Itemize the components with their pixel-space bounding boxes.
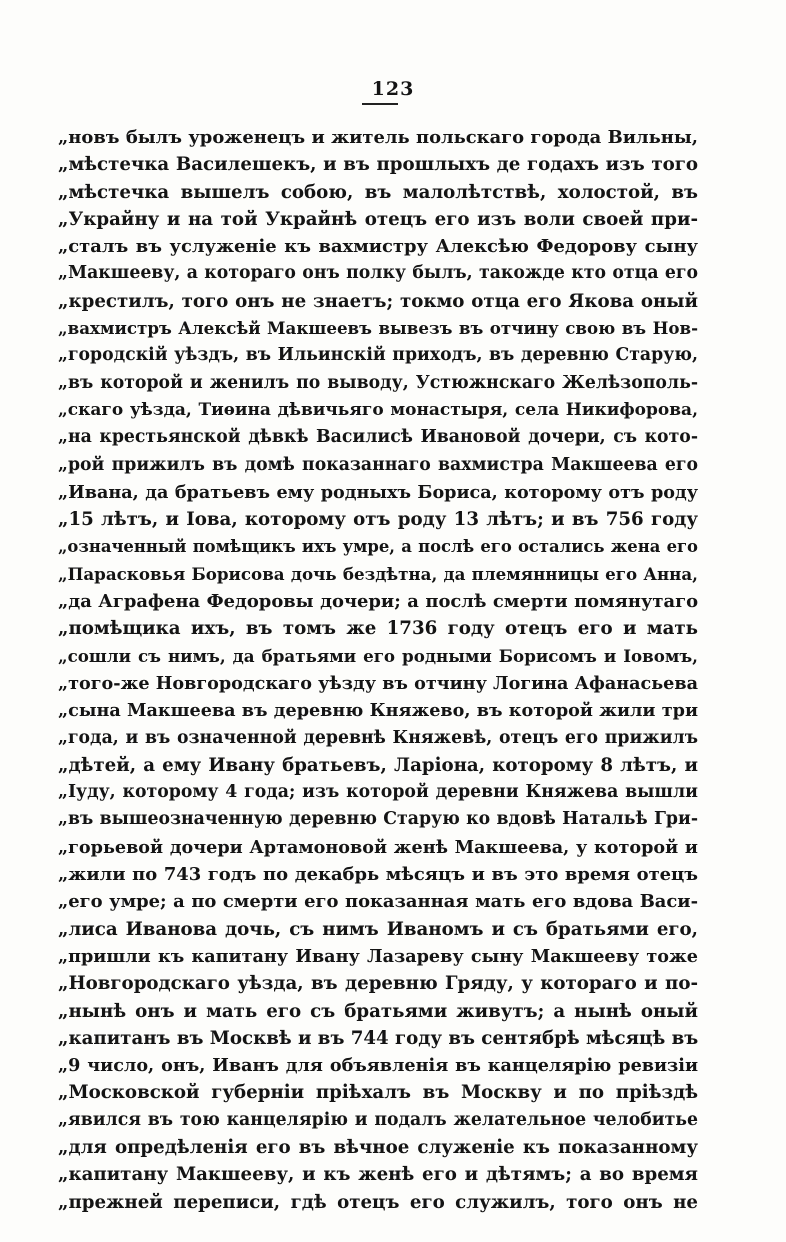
text-line: „мѣстечка вышелъ собою, въ малолѣтствѣ, холостой, въ <box>58 181 698 203</box>
page-number-underline <box>362 103 398 105</box>
text-line: „года, и въ означенной деревнѣ Княжевѣ, отецъ его прижилъ <box>58 727 698 748</box>
text-line: „Ивана, да братьевъ ему родныхъ Бориса, которому отъ роду <box>58 481 698 503</box>
text-line: „для опредѣленія его въ вѣчное служеніе къ показанному <box>58 1136 698 1158</box>
text-line: „Парасковья Борисова дочь бездѣтна, да племянницы его Анна, <box>58 563 698 584</box>
text-line: „лиса Иванова дочь, съ нимъ Иваномъ и съ братьями его, <box>58 918 698 940</box>
text-line: „мѣстечка Василешекъ, и въ прошлыхъ де годахъ изъ того <box>58 154 698 176</box>
text-line: „сталъ въ услуженіе къ вахмистру Алексѣю Федорову сыну <box>58 236 698 258</box>
text-line: „городскій уѣздъ, въ Ильинскій приходъ, въ деревню Старую, <box>58 345 698 366</box>
text-line: „помѣщика ихъ, въ томъ же 1736 году отецъ его и мать <box>58 618 698 640</box>
text-line: „рой прижилъ въ домѣ показаннаго вахмистра Макшеева его <box>58 454 698 475</box>
text-line: „скаго уѣзда, Тиѳина дѣвичьяго монастыря, села Никифорова, <box>58 399 698 420</box>
text-line: „означенный помѣщикъ ихъ умре, а послѣ его остались жена его <box>58 537 698 557</box>
text-line: „въ которой и женилъ по выводу, Устюжнскаго Желѣзополь- <box>58 372 698 393</box>
text-line: „15 лѣтъ, и Іова, которому отъ роду 13 лѣтъ; и въ 756 году <box>58 509 698 531</box>
text-line: „прежней переписи, гдѣ отецъ его служилъ, того онъ не <box>58 1191 698 1213</box>
text-line: „нынѣ онъ и мать его съ братьями живутъ; а нынѣ оный <box>58 1000 698 1022</box>
text-line: „Іуду, которому 4 года; изъ которой деревни Княжева вышли <box>58 782 698 803</box>
text-line: „сошли съ нимъ, да братьями его родными Борисомъ и Іовомъ, <box>58 645 698 666</box>
text-line: „капитану Макшееву, и къ женѣ его и дѣтямъ; а во время <box>58 1164 698 1186</box>
page-number: 123 <box>371 78 415 100</box>
text-line: „да Аграфена Федоровы дочери; а послѣ смерти помянутаго <box>58 591 698 613</box>
text-line: „дѣтей, а ему Ивану братьевъ, Ларіона, которому 8 лѣтъ, и <box>58 754 698 776</box>
text-line: „явился въ тою канцелярію и подалъ желательное челобитье <box>58 1109 698 1130</box>
text-line: „въ вышеозначенную деревню Старую ко вдовѣ Натальѣ Гри- <box>58 809 698 830</box>
text-line: „крестилъ, того онъ не знаетъ; токмо отца его Якова оный <box>58 290 698 312</box>
text-line: „жили по 743 годъ по декабрь мѣсяцъ и въ это время отецъ <box>58 864 698 886</box>
body-text <box>58 124 698 1216</box>
text-line: „сына Макшеева въ деревню Княжево, въ которой жили три <box>58 700 698 722</box>
text-line: „9 число, онъ, Иванъ для объявленія въ канцелярію ревизіи <box>58 1055 698 1077</box>
text-line: „его умре; а по смерти его показанная мать его вдова Васи- <box>58 891 698 913</box>
text-line: „того-же Новгородскаго уѣзду въ отчину Логина Афанасьева <box>58 672 698 694</box>
text-line: „горьевой дочери Артамоновой женѣ Макшеева, у которой и <box>58 836 698 858</box>
text-line: „на крестьянской дѣвкѣ Василисѣ Ивановой дочери, съ кото- <box>58 427 698 448</box>
text-line: „новъ былъ уроженецъ и житель польскаго города Вильны, <box>58 127 698 148</box>
text-line: „Московской губерніи пріѣхалъ въ Москву и по пріѣздѣ <box>58 1082 698 1104</box>
text-line: „Макшееву, а котораго онъ полку былъ, такожде кто отца его <box>58 263 698 284</box>
text-line: „Новгородскаго уѣзда, въ деревню Гряду, у котораго и по- <box>58 973 698 995</box>
text-line: „вахмистръ Алексѣй Макшеевъ вывезъ въ отчину свою въ Нов- <box>58 318 698 339</box>
text-line: „пришли къ капитану Ивану Лазареву сыну Макшееву тоже <box>58 945 698 967</box>
text-line: „Украйну и на той Украйнѣ отецъ его изъ воли своей при- <box>58 208 698 230</box>
text-line: „капитанъ въ Москвѣ и въ 744 году въ сентябрѣ мѣсяцѣ въ <box>58 1027 698 1049</box>
